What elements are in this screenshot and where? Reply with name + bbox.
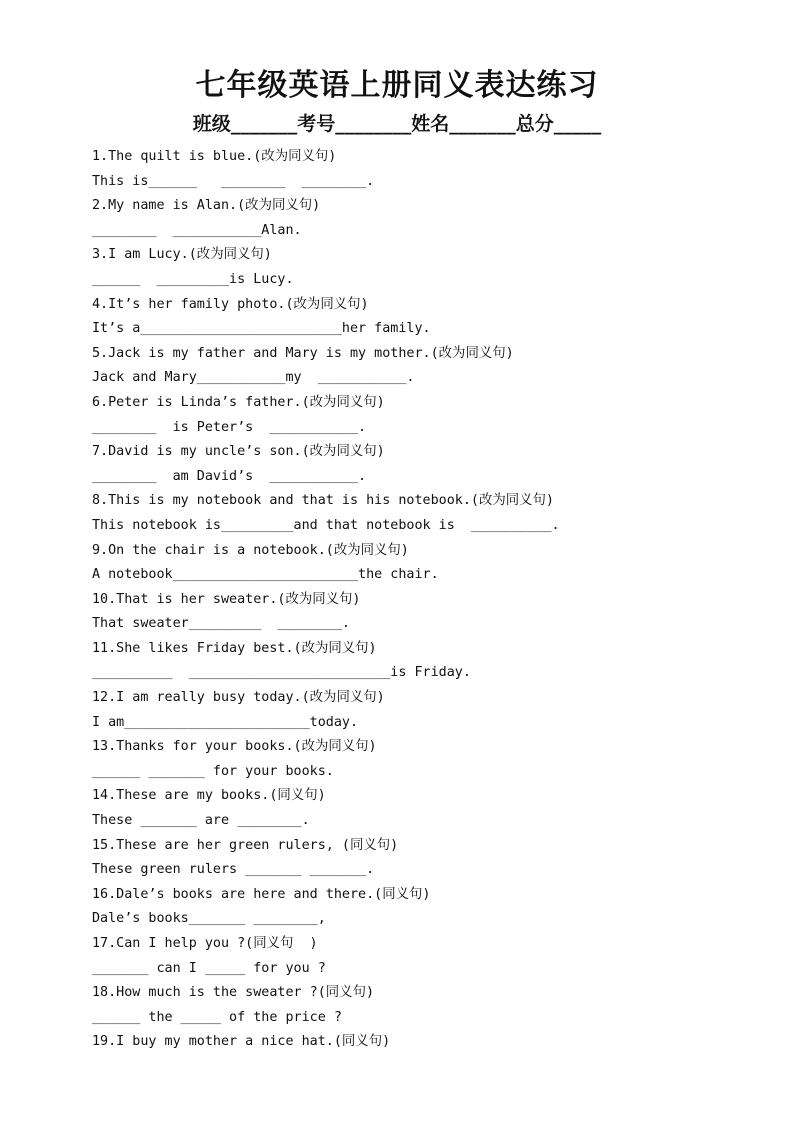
exercise-question: 4.It’s her family photo.(改为同义句) [92, 296, 369, 312]
exercise-question: 15.These are her green rulers, (同义句) [92, 837, 399, 853]
exercise-answer-line: This notebook is_________and that notebook is __________. [92, 517, 560, 533]
exercise-answer-line: _______ can I _____ for you ? [92, 960, 326, 976]
exercise-answer-line: ________ am David’s ___________. [92, 468, 367, 484]
student-info-line: 班级_______考号________姓名_______总分_____ [192, 113, 602, 135]
exercise-answer-line: That sweater_________ ________. [92, 616, 350, 632]
exercise-answer-line: This is______ ________ ________. [92, 173, 375, 189]
exercise-answer-line: Jack and Mary___________my ___________. [92, 370, 415, 386]
exercise-question: 1.The quilt is blue.(改为同义句) [92, 149, 337, 164]
exercise-answer-line: I am_______________________today. [92, 714, 359, 730]
exercise-answer-line: ______ _________is Lucy. [92, 271, 294, 287]
exercise-answer-line: These green rulers _______ _______. [92, 862, 375, 878]
exercise-question: 9.On the chair is a notebook.(改为同义句) [92, 542, 409, 558]
exercise-question: 8.This is my notebook and that is his notebook.(改为同义句) [92, 493, 554, 509]
page-title: 七年级英语上册同义表达练习 [195, 68, 599, 103]
exercise-question: 16.Dale’s books are here and there.(同义句) [92, 886, 431, 902]
exercise-answer-line: ______ _______ for your books. [92, 763, 334, 779]
exercise-answer-line: It’s a_________________________her family. [92, 321, 431, 337]
exercise-question: 11.She likes Friday best.(改为同义句) [92, 640, 377, 656]
exercise-answer-line: ________ is Peter’s ___________. [92, 419, 367, 435]
exercise-question: 2.My name is Alan.(改为同义句) [92, 198, 321, 214]
exercise-answer-line: Dale’s books_______ ________, [92, 911, 326, 927]
exercise-question: 3.I am Lucy.(改为同义句) [92, 247, 272, 263]
exercise-answer-line: A notebook_______________________the chair. [92, 567, 439, 583]
exercise-answer-line: __________ _________________________is Friday. [92, 665, 471, 681]
exercise-answer-line: ______ the _____ of the price ? [92, 1009, 342, 1025]
exercise-question: 19.I buy my mother a nice hat.(同义句) [92, 1034, 391, 1050]
exercise-question: 7.David is my uncle’s son.(改为同义句) [92, 444, 385, 460]
exercise-list [92, 145, 772, 1055]
exercise-answer-line: ________ ___________Alan. [92, 222, 302, 238]
exercise-question: 5.Jack is my father and Mary is my mother.(改为同义句) [92, 345, 514, 361]
exercise-question: 17.Can I help you ?(同义句 ) [92, 936, 318, 951]
exercise-question: 14.These are my books.(同义句) [92, 788, 326, 804]
exercise-question: 13.Thanks for your books.(改为同义句) [92, 739, 377, 755]
exercise-answer-line: These _______ are ________. [92, 813, 310, 829]
exercise-question: 18.How much is the sweater ?(同义句) [92, 985, 375, 1001]
exercise-question: 10.That is her sweater.(改为同义句) [92, 591, 361, 607]
exercise-question: 6.Peter is Linda’s father.(改为同义句) [92, 394, 385, 410]
exercise-question: 12.I am really busy today.(改为同义句) [92, 690, 385, 706]
